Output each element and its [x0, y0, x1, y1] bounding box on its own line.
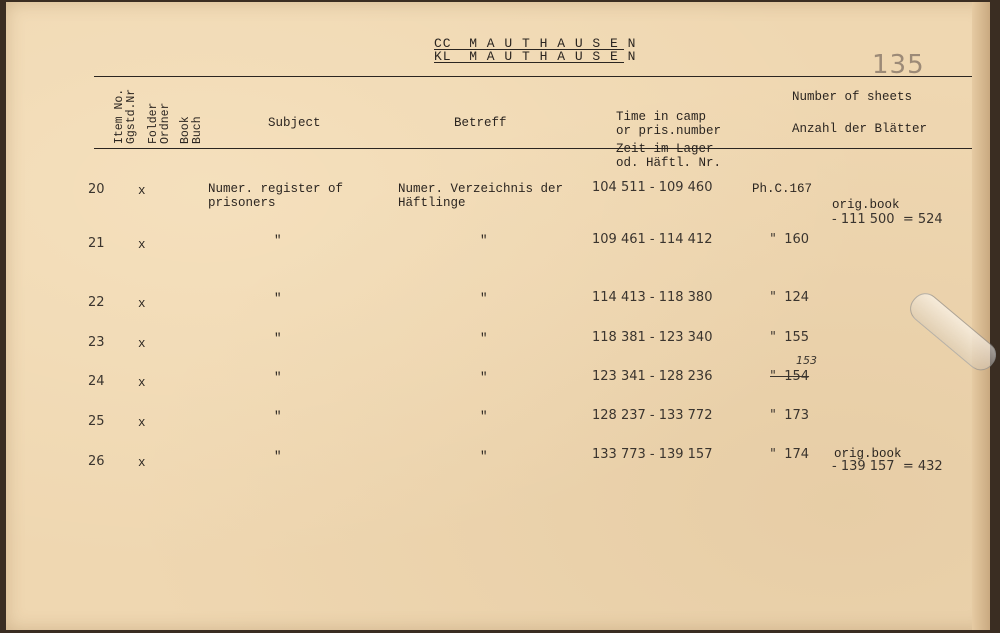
- note-orig-book-calc: - 139 157 = 432: [832, 459, 943, 474]
- row-number-range: 109 461 - 114 412: [592, 232, 713, 247]
- page-number: 135: [872, 50, 925, 80]
- row-item-number: 20: [88, 182, 105, 197]
- column-header-betreff: Betreff: [454, 116, 507, 130]
- column-header-time-en: Time in camp or pris.number: [616, 110, 722, 138]
- row-number-range: 104 511 - 109 460: [592, 180, 713, 195]
- row-subject: ": [274, 332, 282, 346]
- row-number-range: 118 381 - 123 340: [592, 330, 713, 345]
- note-orig-book: orig.book: [832, 198, 900, 212]
- row-sheets: " 124: [770, 290, 810, 305]
- row-sheets: " 160: [770, 232, 810, 247]
- row-subject: ": [274, 410, 282, 424]
- row-number-range: 128 237 - 133 772: [592, 408, 713, 423]
- row-item-number: 26: [88, 454, 105, 469]
- row-betreff: ": [480, 371, 488, 385]
- row-sheets-correction: 153: [796, 354, 817, 367]
- page-edge: [972, 2, 990, 630]
- column-header-book: Book Buch: [179, 116, 204, 144]
- note-orig-book-calc: - 111 500 = 524: [832, 212, 943, 227]
- document-page: [6, 2, 990, 630]
- header-top-rule: [94, 76, 972, 77]
- row-folder-mark: x: [138, 416, 146, 430]
- title-english: CC M A U T H A U S E N: [434, 36, 637, 51]
- row-folder-mark: x: [138, 184, 146, 198]
- row-subject: ": [274, 234, 282, 248]
- column-header-folder: Folder Ordner: [147, 102, 172, 144]
- row-subject: ": [274, 450, 282, 464]
- row-sheets: " 173: [770, 408, 810, 423]
- row-sheets: " 174: [770, 447, 810, 462]
- row-betreff: ": [480, 410, 488, 424]
- row-betreff: Numer. Verzeichnis der Häftlinge: [398, 182, 564, 210]
- row-subject: ": [274, 371, 282, 385]
- row-subject: Numer. register of prisoners: [208, 182, 344, 210]
- title-german: KL M A U T H A U S E N: [434, 49, 637, 64]
- row-folder-mark: x: [138, 337, 146, 351]
- row-item-number: 21: [88, 236, 105, 251]
- row-folder-mark: x: [138, 376, 146, 390]
- row-subject: ": [274, 292, 282, 306]
- header-bottom-rule: [94, 148, 972, 149]
- row-number-range: 114 413 - 118 380: [592, 290, 713, 305]
- title-underline: [434, 62, 624, 63]
- row-number-range: 133 773 - 139 157: [592, 447, 713, 462]
- row-sheets: Ph.C.167: [752, 182, 813, 196]
- row-item-number: 22: [88, 295, 105, 310]
- row-folder-mark: x: [138, 297, 146, 311]
- row-number-range: 123 341 - 128 236: [592, 369, 713, 384]
- column-header-item: Item No. Ggstd.Nr: [113, 88, 138, 144]
- row-folder-mark: x: [138, 456, 146, 470]
- row-item-number: 23: [88, 335, 105, 350]
- column-header-sheets-en: Number of sheets: [792, 90, 913, 104]
- row-sheets: " 154: [770, 369, 810, 384]
- row-betreff: ": [480, 450, 488, 464]
- row-betreff: ": [480, 234, 488, 248]
- row-sheets: " 155: [770, 330, 810, 345]
- row-item-number: 24: [88, 374, 105, 389]
- row-item-number: 25: [88, 414, 105, 429]
- column-header-sheets-de: Anzahl der Blätter: [792, 122, 928, 136]
- column-header-time-de: Zeit im Lager od. Häftl. Nr.: [616, 142, 722, 170]
- row-betreff: ": [480, 332, 488, 346]
- note-orig-book: orig.book: [834, 447, 902, 461]
- row-folder-mark: x: [138, 238, 146, 252]
- column-header-subject: Subject: [268, 116, 321, 130]
- row-betreff: ": [480, 292, 488, 306]
